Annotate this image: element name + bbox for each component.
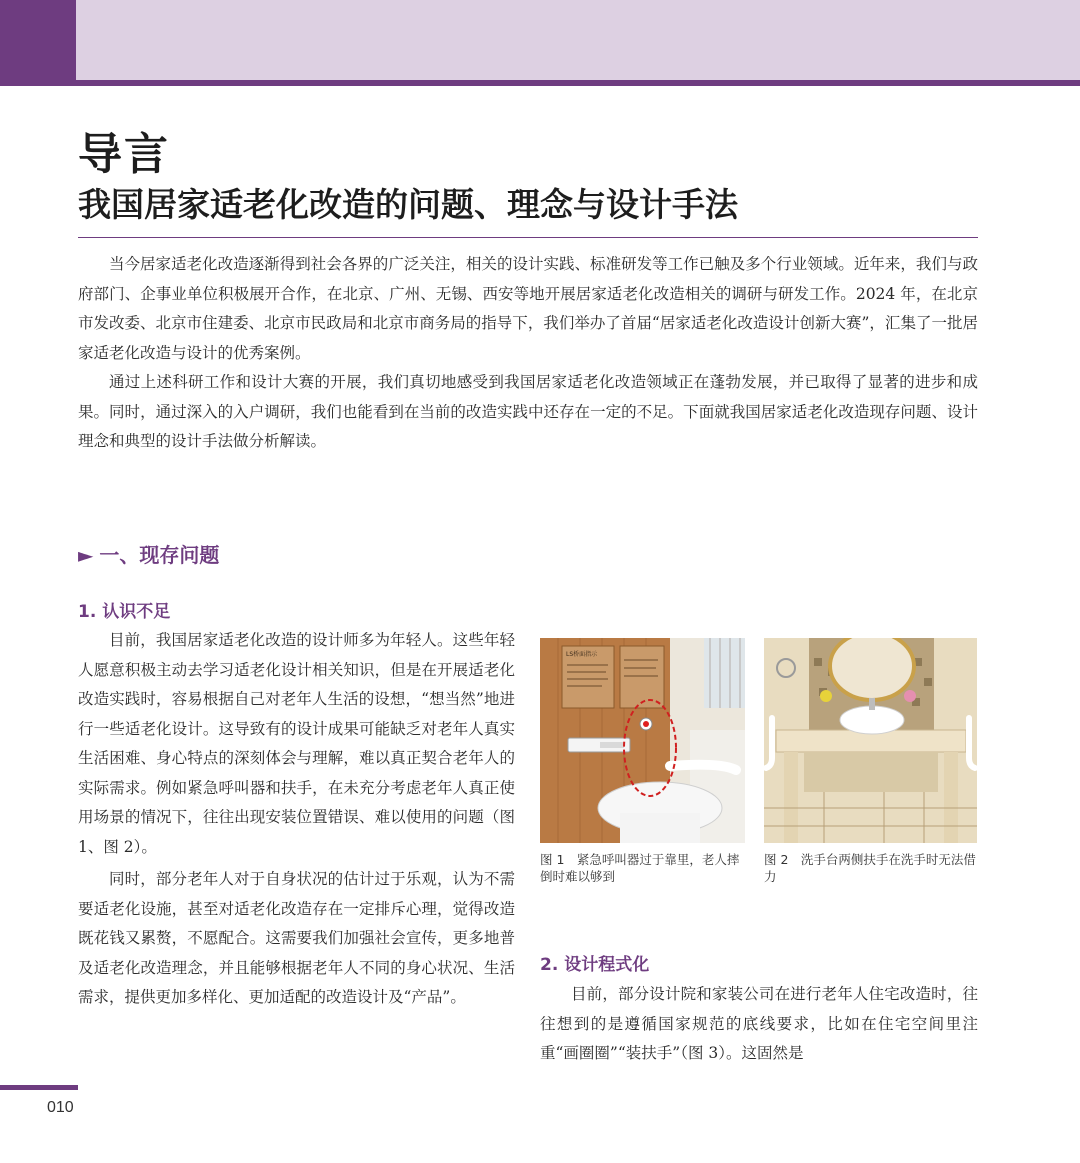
section-heading-text: 一、现存问题	[99, 543, 220, 567]
figure-2-caption: 图 2 洗手台两侧扶手在洗手时无法借力	[764, 852, 976, 884]
title-divider	[78, 237, 978, 238]
page-title: 导言	[78, 129, 170, 180]
triangle-marker-icon: ►	[78, 543, 94, 567]
intro-paragraph-2: 通过上述科研工作和设计大赛的开展，我们真切地感受到我国居家适老化改造领域正在蓬勃发展，并已取得了显著的进步和成果。同时，通过深入的入户调研，我们也能看到在当前的改造实践中还存在一定的不足。下面就我国居家适老化改造现存问题、设计理念和典型的设计手法做分析解读。	[78, 373, 978, 450]
header-rule	[76, 80, 1080, 86]
figure-1	[540, 638, 745, 885]
header-accent-block	[0, 0, 76, 86]
subsection-heading-2: 2. 设计程式化	[540, 955, 650, 975]
section-heading	[78, 540, 219, 570]
left-column	[78, 626, 515, 1013]
figure-1-caption: 图 1 紧急呼叫器过于靠里，老人摔倒时难以够到	[540, 852, 740, 884]
subsection-2-paragraph-1: 目前，部分设计院和家装公司在进行老年人住宅改造时，往往想到的是遵循国家规范的底线要求，比如在住宅空间里注重“画圈圈”“装扶手”（图 3）。这固然是	[540, 985, 978, 1062]
footer-rule	[0, 1085, 78, 1090]
figure-1-sign-text: LS桥面指示	[566, 651, 598, 658]
page-subtitle: 我国居家适老化改造的问题、理念与设计手法	[78, 185, 738, 224]
intro-section	[78, 250, 978, 457]
figure-2-photo	[764, 638, 977, 843]
figure-1-photo	[540, 638, 745, 843]
page-number: 010	[47, 1099, 74, 1116]
subsection-1-paragraph-2: 同时，部分老年人对于自身状况的估计过于乐观，认为不需要适老化设施，甚至对适老化改造存在一定排斥心理，觉得改造既花钱又累赘，不愿配合。这需要我们加强社会宣传，更多地普及适老化改造理念，并且能够根据老年人不同的身心状况、生活需求，提供更加多样化、更加适配的改造设计及“产品”。	[78, 870, 515, 1006]
figure-2	[764, 638, 977, 885]
right-column	[540, 980, 978, 1069]
subsection-heading-1: 1. 认识不足	[78, 602, 171, 622]
subsection-1-paragraph-1: 目前，我国居家适老化改造的设计师多为年轻人。这些年轻人愿意积极主动去学习适老化设计相关知识，但是在开展适老化改造实践时，容易根据自己对老年人生活的设想，“想当然”地进行一些适老化设计。这导致有的设计成果可能缺乏对老年人真实生活困难、身心特点的深刻体会与理解，难以真正契合老年人的实际需求。例如紧急呼叫器和扶手，在未充分考虑老年人真正使用场景的情况下，往往出现安装位置错误、难以使用的问题（图 1、图 2）。	[78, 631, 515, 856]
header-band	[0, 0, 1080, 86]
intro-paragraph-1: 当今居家适老化改造逐渐得到社会各界的广泛关注，相关的设计实践、标准研发等工作已触及多个行业领域。近年来，我们与政府部门、企事业单位积极展开合作，在北京、广州、无锡、西安等地开展居家适老化改造相关的调研与研发工作。2024 年，在北京市发改委、北京市住建委、北京市民政局和北京市商务局的指导下，我们举办了首届“居家适老化改造设计创新大赛”，汇集了一批居家适老化改造与设计的优秀案例。	[78, 255, 978, 362]
